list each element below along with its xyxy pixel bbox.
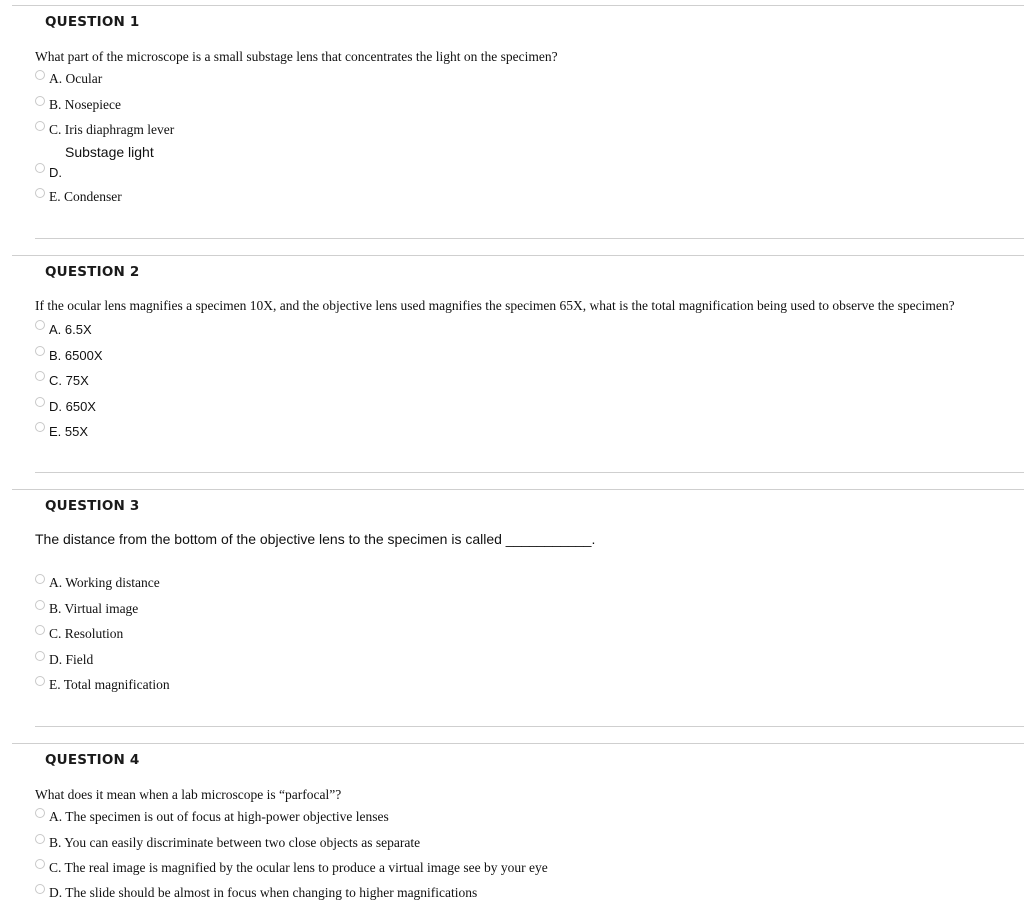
question-2-prompt: If the ocular lens magnifies a specimen 10X, and the objective lens used magnifies the specimen 65X, what is the total magnification being used to observe the specimen? [35, 298, 955, 313]
option-label: B. You can easily discriminate between two close objects as separate [49, 835, 421, 850]
option-label: D. [49, 165, 62, 180]
radio-button[interactable] [35, 70, 45, 80]
question-3-top-divider [12, 489, 1024, 490]
radio-button[interactable] [35, 884, 45, 894]
option-label: C. Resolution [49, 626, 124, 641]
question-4-top-divider [12, 743, 1024, 744]
question-1-title: QUESTION 1 [45, 14, 140, 30]
radio-button[interactable] [35, 834, 45, 844]
question-1-option-d-text: Substage light [65, 144, 154, 160]
radio-button[interactable] [35, 397, 45, 407]
option-label: B. 6500X [49, 348, 103, 363]
radio-button[interactable] [35, 600, 45, 610]
radio-button[interactable] [35, 121, 45, 131]
option-label: C. The real image is magnified by the ocular lens to produce a virtual image see by your eye [49, 860, 548, 875]
radio-button[interactable] [35, 574, 45, 584]
question-1-top-divider [12, 5, 1024, 6]
radio-button[interactable] [35, 346, 45, 356]
option-label: D. Field [49, 652, 94, 667]
radio-button[interactable] [35, 188, 45, 198]
radio-button[interactable] [35, 371, 45, 381]
option-label: A. Ocular [49, 71, 103, 86]
radio-button[interactable] [35, 320, 45, 330]
radio-button[interactable] [35, 676, 45, 686]
radio-button[interactable] [35, 163, 45, 173]
radio-button[interactable] [35, 625, 45, 635]
option-label: B. Nosepiece [49, 97, 121, 112]
question-4-prompt: What does it mean when a lab microscope is “parfocal”? [35, 787, 342, 802]
option-label: E. Condenser [49, 189, 122, 204]
option-label: D. The slide should be almost in focus when changing to higher magnifications [49, 885, 478, 900]
question-2-top-divider [12, 255, 1024, 256]
question-3-title: QUESTION 3 [45, 498, 140, 514]
question-1-bottom-divider [35, 238, 1024, 239]
radio-button[interactable] [35, 96, 45, 106]
question-2-bottom-divider [35, 472, 1024, 473]
option-label: C. 75X [49, 373, 89, 388]
question-4-title: QUESTION 4 [45, 752, 140, 768]
radio-button[interactable] [35, 859, 45, 869]
radio-button[interactable] [35, 422, 45, 432]
radio-button[interactable] [35, 651, 45, 661]
option-label: A. Working distance [49, 575, 160, 590]
option-label: D. 650X [49, 399, 96, 414]
option-label: B. Virtual image [49, 601, 139, 616]
question-1-prompt: What part of the microscope is a small substage lens that concentrates the light on the specimen? [35, 49, 558, 64]
question-3-prompt: The distance from the bottom of the objective lens to the specimen is called ___________. [35, 531, 596, 547]
radio-button[interactable] [35, 808, 45, 818]
option-label: E. 55X [49, 424, 89, 439]
option-label: E. Total magnification [49, 677, 170, 692]
option-label: A. The specimen is out of focus at high-power objective lenses [49, 809, 389, 824]
option-label: A. 6.5X [49, 322, 92, 337]
option-label: C. Iris diaphragm lever [49, 122, 175, 137]
question-2-title: QUESTION 2 [45, 264, 140, 280]
question-3-bottom-divider [35, 726, 1024, 727]
